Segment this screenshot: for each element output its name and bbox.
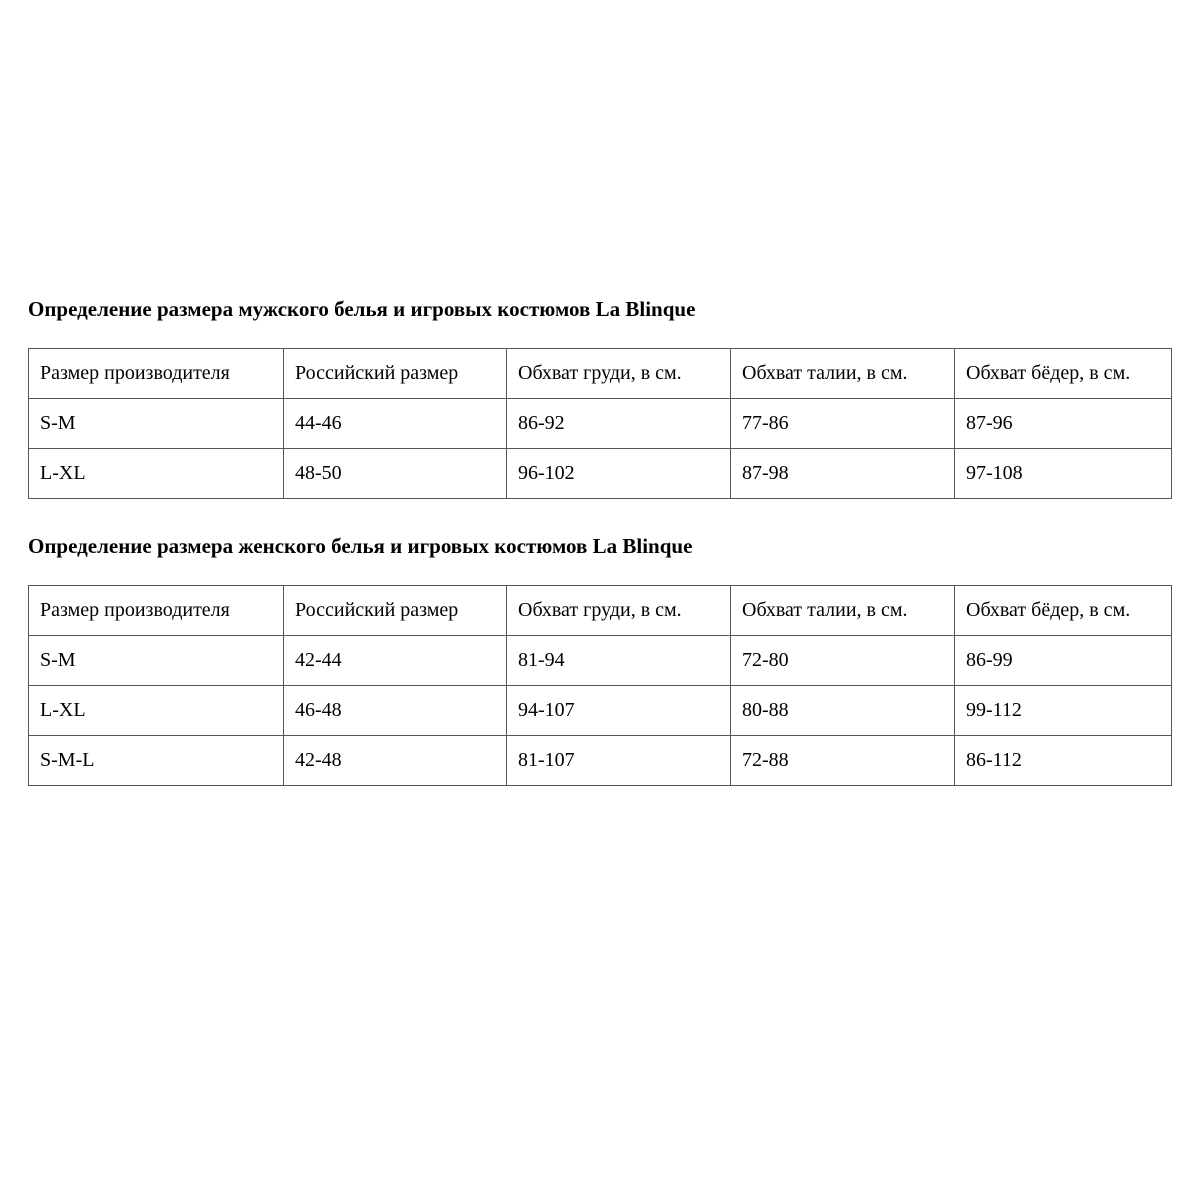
size-cell: S-M-L: [29, 736, 284, 786]
size-cell: 81-94: [507, 636, 731, 686]
size-cell: 42-48: [284, 736, 507, 786]
table-row: [29, 449, 1172, 499]
section-heading-men: Определение размера мужского белья и игровых костюмов La Blinque: [28, 297, 696, 321]
column-header: Российский размер: [284, 349, 507, 399]
size-cell: S-M: [29, 399, 284, 449]
column-header: Обхват груди, в см.: [507, 349, 731, 399]
size-cell: 77-86: [731, 399, 955, 449]
size-cell: 46-48: [284, 686, 507, 736]
size-cell: 72-88: [731, 736, 955, 786]
size-table-men: [28, 348, 1172, 499]
size-cell: 81-107: [507, 736, 731, 786]
size-cell: S-M: [29, 636, 284, 686]
table-row: [29, 686, 1172, 736]
size-cell: 86-99: [955, 636, 1172, 686]
size-cell: 44-46: [284, 399, 507, 449]
column-header: Обхват талии, в см.: [731, 586, 955, 636]
column-header: Обхват бёдер, в см.: [955, 586, 1172, 636]
size-cell: 87-98: [731, 449, 955, 499]
size-cell: 96-102: [507, 449, 731, 499]
size-cell: L-XL: [29, 449, 284, 499]
table-header-row: [29, 586, 1172, 636]
size-cell: 86-112: [955, 736, 1172, 786]
column-header: Размер производителя: [29, 586, 284, 636]
table-row: [29, 736, 1172, 786]
table-row: [29, 399, 1172, 449]
size-cell: 80-88: [731, 686, 955, 736]
size-cell: 86-92: [507, 399, 731, 449]
column-header: Обхват талии, в см.: [731, 349, 955, 399]
column-header: Обхват груди, в см.: [507, 586, 731, 636]
column-header: Размер производителя: [29, 349, 284, 399]
section-heading-women: Определение размера женского белья и игровых костюмов La Blinque: [28, 534, 693, 558]
size-cell: 48-50: [284, 449, 507, 499]
column-header: Обхват бёдер, в см.: [955, 349, 1172, 399]
size-cell: 42-44: [284, 636, 507, 686]
table-row: [29, 636, 1172, 686]
size-cell: 72-80: [731, 636, 955, 686]
size-cell: 97-108: [955, 449, 1172, 499]
size-cell: 99-112: [955, 686, 1172, 736]
size-cell: L-XL: [29, 686, 284, 736]
size-cell: 87-96: [955, 399, 1172, 449]
table-header-row: [29, 349, 1172, 399]
size-table-women: [28, 585, 1172, 786]
size-cell: 94-107: [507, 686, 731, 736]
column-header: Российский размер: [284, 586, 507, 636]
